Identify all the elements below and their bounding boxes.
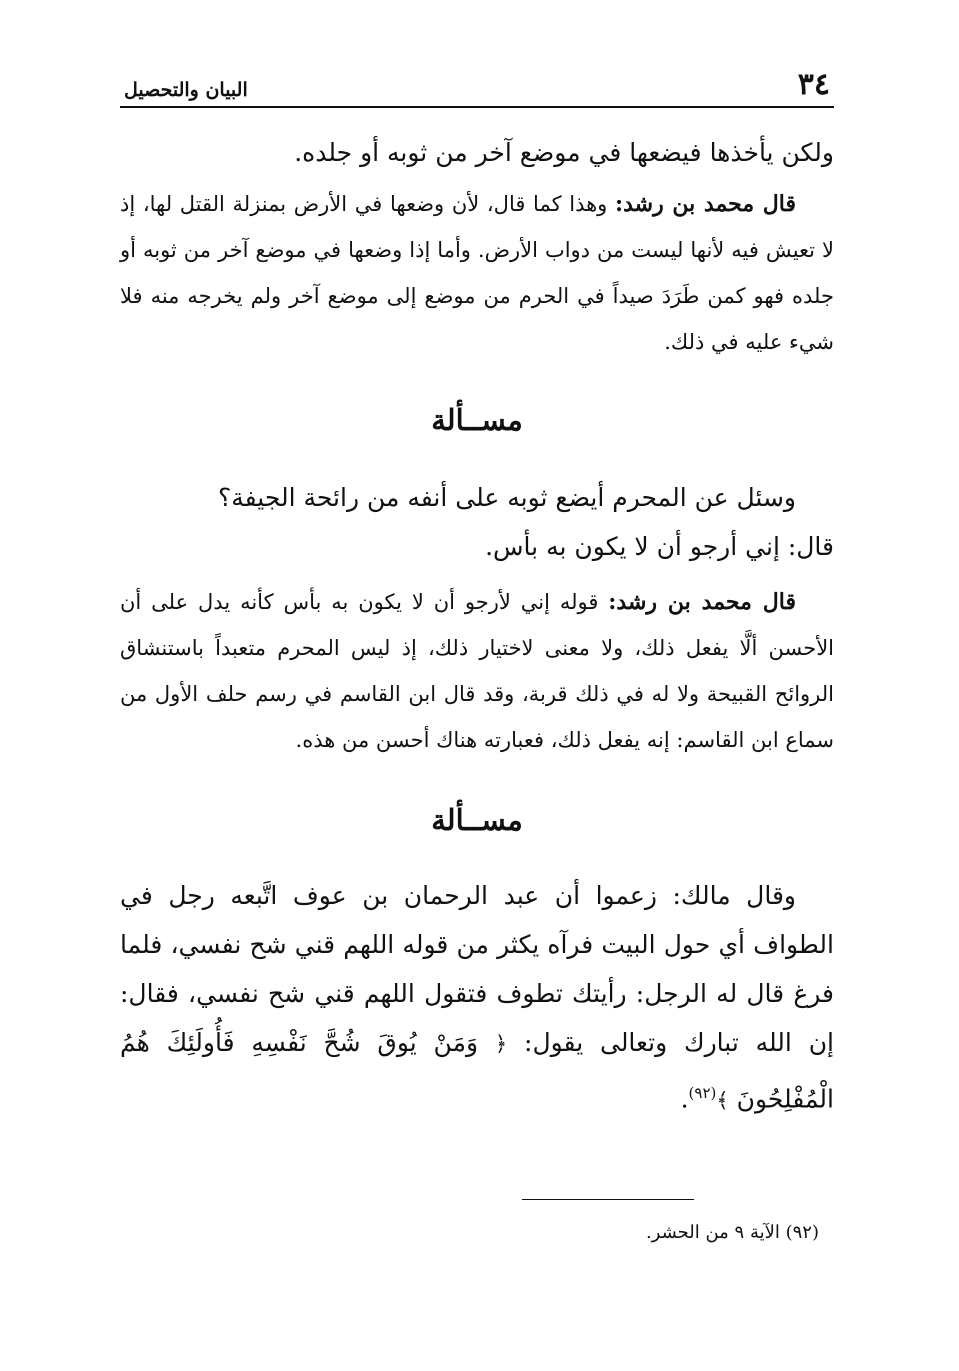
quran-close-bracket: ﴾ bbox=[716, 1088, 729, 1113]
running-title: البيان والتحصيل bbox=[124, 79, 248, 101]
quran-verse: وَمَنْ يُوقَ شُحَّ نَفْسِهِ فَأُولَئِكَ هُمُ الْمُفْلِحُونَ bbox=[120, 1028, 834, 1114]
commentary-paragraph-1 bbox=[120, 181, 834, 365]
section-heading-1: مســألة bbox=[431, 403, 523, 437]
section-heading-2: مســألة bbox=[431, 803, 523, 837]
speaker-label: قال محمد بن رشد: bbox=[608, 589, 797, 615]
footnote-divider bbox=[522, 1199, 694, 1200]
paragraph-continuation bbox=[120, 128, 834, 177]
commentary-text: قوله إني لأرجو أن لا يكون به بأس كأنه يدل على أن الأحسن ألَّا يفعل ذلك، ولا معنى لاختيار ذلك، إذ ليس المحرم متعبداً باستنشاق الروائح القبيحة ولا له في ذلك قربة، وقد قال ابن القاسم في رسم حلف الأول من سماع ابن القاسم: إنه يفعل ذلك، فعبارته هناك أحسن من هذه. bbox=[120, 590, 834, 752]
paragraph-text: ولكن يأخذها فيضعها في موضع آخر من ثوبه أو جلده. bbox=[294, 138, 834, 167]
narration-text: وقال مالك: زعموا أن عبد الرحمان بن عوف اتَّبعه رجل في الطواف أي حول البيت فرآه يكثر من قوله اللهم قني شح نفسي، فلما فرغ قال له الرجل: رأيتك تطوف فتقول اللهم قني شح نفسي، فقال: إن الله تبارك وتعالى يقول: bbox=[120, 881, 834, 1057]
commentary-text: وهذا كما قال، لأن وضعها في الأرض بمنزلة القتل لها، إذ لا تعيش فيه لأنها ليست من دواب الأرض. وأما إذا وضعها في موضع آخر من ثوبه أو جلده فهو كمن طَرَدَ صيداً في الحرم من موضع إلى موضع آخر ولم يخرجه منه فلا شيء عليه في ذلك. bbox=[120, 192, 834, 354]
answer-paragraph bbox=[120, 522, 834, 571]
page-number: ٣٤ bbox=[797, 67, 830, 102]
question-paragraph bbox=[120, 473, 834, 522]
answer-text: قال: إني أرجو أن لا يكون به بأس. bbox=[485, 532, 834, 561]
footnote bbox=[646, 1222, 819, 1243]
quran-open-bracket: ﴿ bbox=[494, 1032, 508, 1056]
running-head bbox=[120, 67, 834, 108]
footnote-text: (٩٢) الآية ٩ من الحشر. bbox=[645, 1222, 819, 1243]
narration-paragraph bbox=[120, 871, 834, 1125]
page bbox=[120, 67, 834, 1320]
commentary-paragraph-2 bbox=[120, 579, 834, 763]
question-text: وسئل عن المحرم أيضع ثوبه على أنفه من رائحة الجيفة؟ bbox=[217, 483, 796, 512]
narration-end: . bbox=[680, 1084, 689, 1114]
speaker-label: قال محمد بن رشد: bbox=[615, 191, 797, 217]
footnote-reference: (٩٢) bbox=[688, 1084, 717, 1102]
